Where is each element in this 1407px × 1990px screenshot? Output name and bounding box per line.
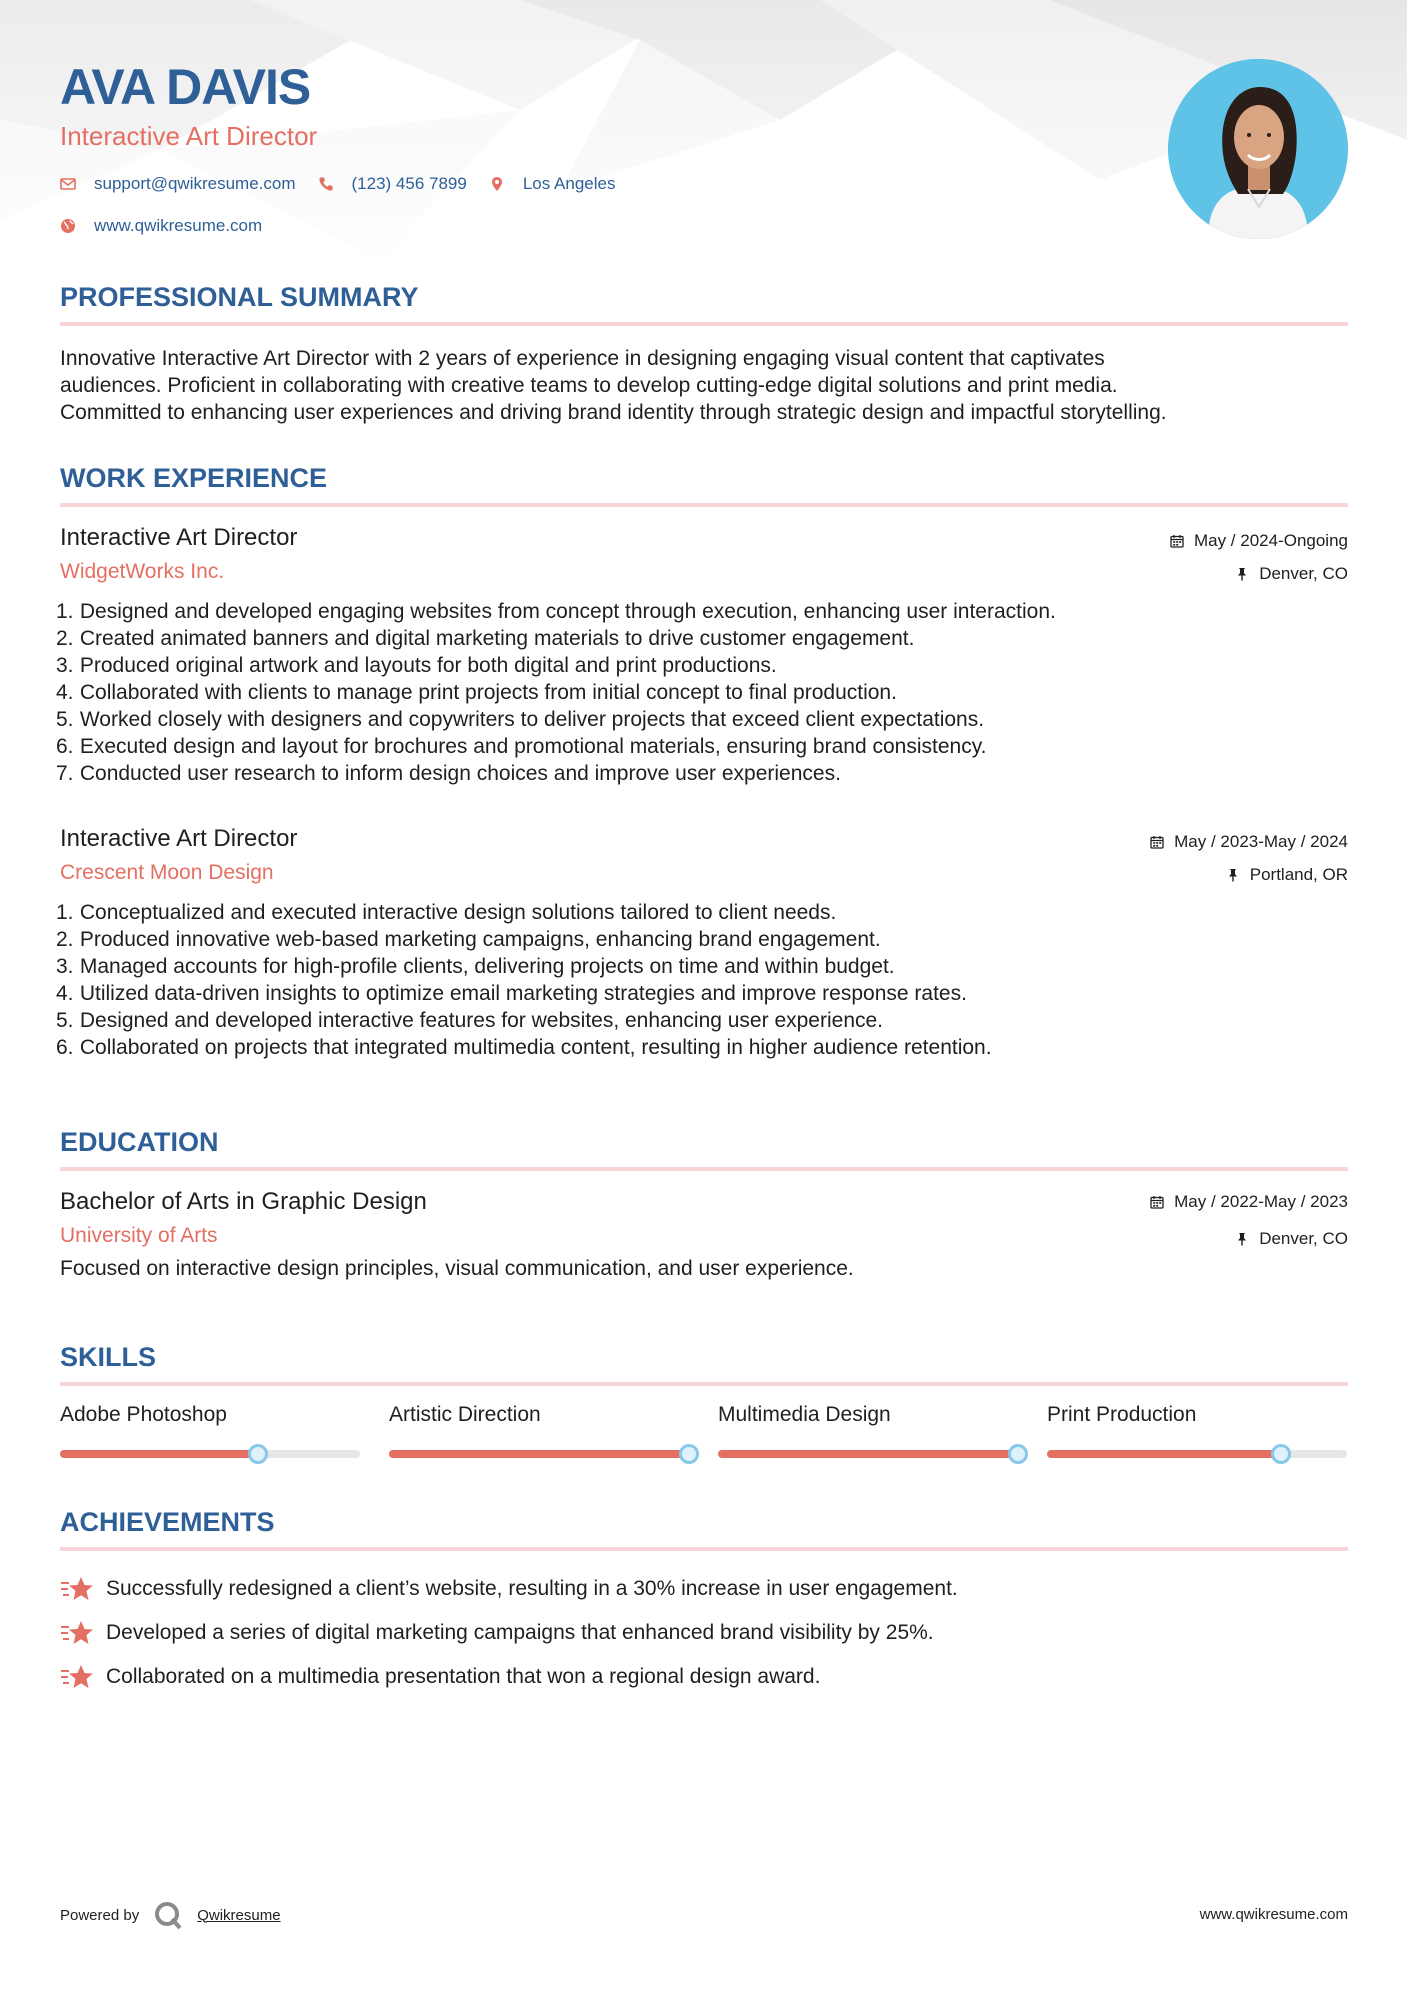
achievement-text: Developed a series of digital marketing campaigns that enhanced brand visibility by 25%. (106, 1621, 934, 1644)
skill-item (389, 1402, 689, 1462)
education-entry (60, 1187, 1348, 1281)
list-item: 3. Managed accounts for high-profile clients, delivering projects on time and within budget. (56, 955, 895, 978)
calendar-icon (1150, 1195, 1164, 1209)
envelope-icon (60, 176, 76, 192)
education-location-text: Denver, CO (1259, 1229, 1348, 1248)
job-location (1235, 564, 1348, 584)
powered-by-text: Powered by (60, 1906, 140, 1924)
list-item: 1. Conceptualized and executed interactive design solutions tailored to client needs. (56, 901, 837, 924)
list-item: 6. Collaborated on projects that integrated multimedia content, resulting in higher audience retention. (56, 1036, 992, 1059)
list-item: 5. Designed and developed interactive features for websites, enhancing user experience. (56, 1009, 884, 1032)
contact-phone[interactable] (318, 174, 467, 194)
education-dates (1150, 1192, 1348, 1212)
profile-photo (1168, 59, 1348, 239)
experience-heading: WORK EXPERIENCE (60, 463, 328, 493)
education-dates-text: May / 2022-May / 2023 (1174, 1192, 1348, 1211)
achievement-text: Collaborated on a multimedia presentation that won a regional design award. (106, 1665, 821, 1688)
achievement-text: Successfully redesigned a client’s website, resulting in a 30% increase in user engagement. (106, 1577, 958, 1600)
list-item (60, 1611, 1348, 1655)
email-text: support@qwikresume.com (94, 174, 296, 193)
list-item: 2. Created animated banners and digital marketing materials to drive customer engagement. (56, 627, 915, 650)
phone-icon (318, 176, 334, 192)
achievements-section (60, 1505, 1348, 1699)
location-text: Los Angeles (522, 174, 616, 193)
map-pin-icon (489, 176, 505, 192)
skills-section (60, 1340, 1348, 1386)
school-name: University of Arts (60, 1224, 218, 1247)
star-icon (60, 1618, 94, 1648)
skill-name: Adobe Photoshop (60, 1403, 227, 1426)
candidate-name: AVA DAVIS (60, 59, 311, 115)
job-role: Interactive Art Director (60, 825, 298, 852)
summary-heading: PROFESSIONAL SUMMARY (60, 282, 419, 312)
star-icon (60, 1574, 94, 1604)
job-dates-text: May / 2024-Ongoing (1193, 531, 1348, 550)
skill-bar (718, 1450, 1018, 1458)
list-item: 7. Conducted user research to inform design choices and improve user experiences. (56, 762, 841, 785)
education-section (60, 1125, 1348, 1171)
qwikresume-logo-icon (153, 1900, 183, 1930)
skills-list (60, 1402, 1348, 1462)
calendar-icon (1150, 835, 1164, 849)
degree-title: Bachelor of Arts in Graphic Design (60, 1188, 427, 1215)
skill-name: Print Production (1047, 1403, 1197, 1426)
job-entry (56, 523, 1348, 787)
summary-line: Innovative Interactive Art Director with 2 years of experience in designing engaging visual content that captivates (60, 347, 1105, 370)
summary-line: audiences. Proficient in collaborating with creative teams to develop cutting-edge digital solutions and print media. (60, 374, 1118, 397)
skill-bar (389, 1450, 689, 1458)
skill-name: Artistic Direction (389, 1403, 541, 1426)
skill-item (60, 1402, 360, 1462)
job-location-text: Denver, CO (1259, 564, 1348, 583)
job-dates (1170, 531, 1348, 551)
education-description: Focused on interactive design principles, visual communication, and user experience. (60, 1257, 854, 1280)
job-entry (56, 824, 1348, 1061)
skill-bar-knob (248, 1444, 268, 1464)
list-item: 6. Executed design and layout for brochures and promotional materials, ensuring brand consistency. (56, 735, 987, 758)
contact-location (489, 174, 616, 194)
skill-bar (60, 1450, 360, 1458)
footer-website-link[interactable]: www.qwikresume.com (1199, 1906, 1348, 1923)
section-divider (60, 1167, 1348, 1171)
website-text: www.qwikresume.com (94, 216, 263, 235)
skill-bar-knob (1271, 1444, 1291, 1464)
summary-text (60, 345, 1348, 426)
skill-item (1047, 1402, 1347, 1462)
skill-bar-fill (718, 1450, 1018, 1458)
summary-line: Committed to enhancing user experiences and driving brand identity through strategic design and impactful storytelling. (60, 401, 1167, 424)
education-location (1235, 1229, 1348, 1249)
skill-bar-fill (389, 1450, 689, 1458)
section-divider (60, 1547, 1348, 1551)
globe-icon (60, 218, 76, 234)
skill-bar-knob (1008, 1444, 1028, 1464)
job-bullets (56, 598, 1348, 787)
list-item: 4. Collaborated with clients to manage print projects from initial concept to final production. (56, 681, 897, 704)
list-item: 5. Worked closely with designers and copywriters to deliver projects that exceed client expectations. (56, 708, 985, 731)
list-item: 1. Designed and developed engaging websites from concept through execution, enhancing user interaction. (56, 600, 1056, 623)
pushpin-icon (1235, 1232, 1249, 1246)
job-dates-text: May / 2023-May / 2024 (1174, 832, 1348, 851)
job-role: Interactive Art Director (60, 524, 298, 551)
job-location (1226, 865, 1348, 885)
section-divider (60, 322, 1348, 326)
job-bullets (56, 899, 1348, 1061)
star-icon (60, 1662, 94, 1692)
skill-name: Multimedia Design (718, 1403, 891, 1426)
achievements-heading: ACHIEVEMENTS (60, 1507, 275, 1537)
phone-text: (123) 456 7899 (351, 174, 467, 193)
calendar-icon (1170, 534, 1184, 548)
powered-by (60, 1898, 281, 1932)
list-item: 2. Produced innovative web-based marketing campaigns, enhancing brand engagement. (56, 928, 881, 951)
list-item: 4. Utilized data-driven insights to optimize email marketing strategies and improve response rates. (56, 982, 967, 1005)
skill-bar (1047, 1450, 1347, 1458)
job-dates (1150, 832, 1348, 852)
list-item (60, 1655, 1348, 1699)
skills-heading: SKILLS (60, 1342, 157, 1372)
list-item (60, 1567, 1348, 1611)
skill-bar-knob (679, 1444, 699, 1464)
skill-item (718, 1402, 1018, 1462)
page-footer (60, 1898, 1348, 1932)
job-company: Crescent Moon Design (60, 861, 274, 884)
education-heading: EDUCATION (60, 1127, 219, 1157)
experience-section (60, 461, 1348, 507)
contact-website[interactable] (60, 216, 262, 236)
section-divider (60, 1382, 1348, 1386)
contact-block (60, 173, 637, 257)
summary-section (60, 280, 1348, 426)
job-company: WidgetWorks Inc. (60, 560, 225, 583)
pushpin-icon (1235, 567, 1249, 581)
list-item: 3. Produced original artwork and layouts for both digital and print productions. (56, 654, 777, 677)
job-location-text: Portland, OR (1249, 865, 1348, 884)
skill-bar-fill (60, 1450, 258, 1458)
contact-email[interactable] (60, 174, 296, 194)
achievements-list (60, 1567, 1348, 1699)
section-divider (60, 503, 1348, 507)
candidate-title: Interactive Art Director (60, 121, 318, 151)
pushpin-icon (1226, 868, 1240, 882)
skill-bar-fill (1047, 1450, 1281, 1458)
qwikresume-link[interactable]: Qwikresume (197, 1906, 281, 1924)
